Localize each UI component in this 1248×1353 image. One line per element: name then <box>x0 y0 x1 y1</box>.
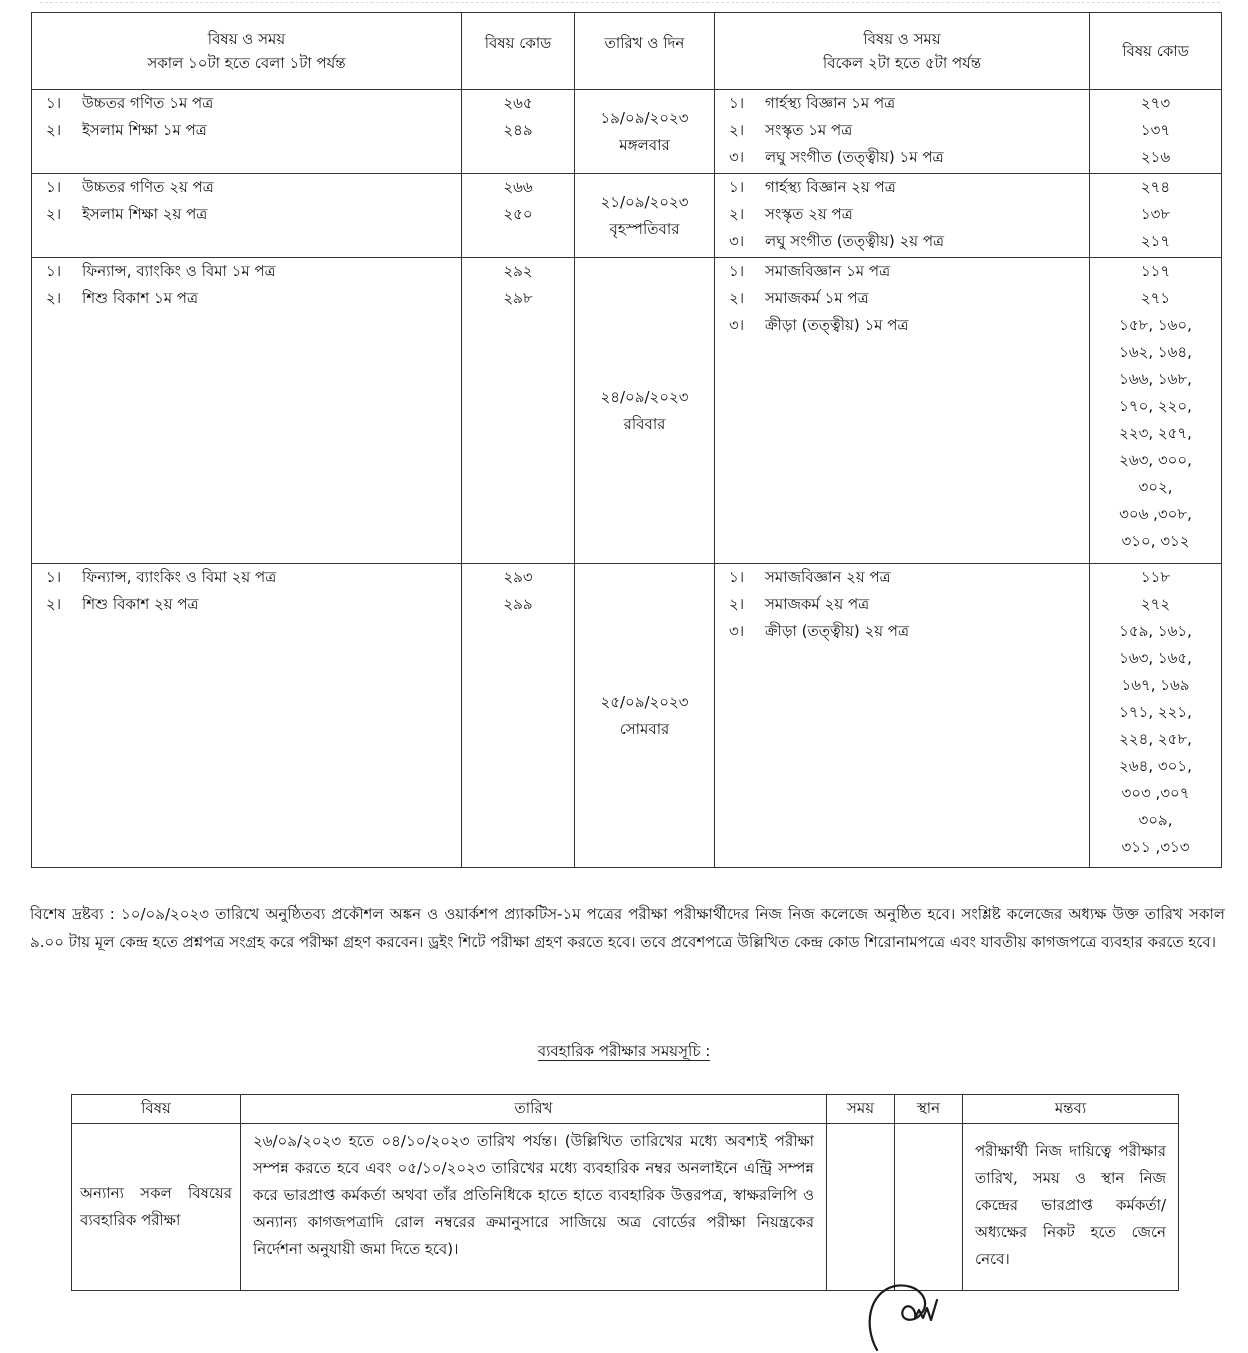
subject-code: ২৯২ <box>503 262 533 280</box>
subject-code: ২৬৫ <box>503 94 533 112</box>
subject-line <box>715 174 1089 201</box>
header-time: সকাল ১০টা হতে বেলা ১টা পর্যন্ত <box>147 54 346 72</box>
afternoon-codes-cell <box>1090 90 1222 174</box>
subject-code: ১৬৬, ১৬৮, <box>1119 370 1192 388</box>
exam-date: ২৫/০৯/২০২৩ <box>600 692 689 711</box>
item-number: ১। <box>46 94 62 112</box>
afternoon-subjects-cell <box>715 174 1090 258</box>
subject-code: ২২৪, ২৫৮, <box>1119 730 1192 748</box>
subject-code: ৩০৩ ,৩০৭ <box>1121 784 1190 802</box>
subject-line <box>715 312 1089 339</box>
morning-subjects-cell <box>32 90 462 174</box>
subject-code: ১৬২, ১৬৪, <box>1119 343 1192 361</box>
morning-codes-cell <box>462 564 575 868</box>
item-number: ২। <box>46 595 62 613</box>
afternoon-code-header: বিষয় কোড <box>1090 13 1222 90</box>
item-number: ৩। <box>729 622 745 640</box>
subject-code: ২৯৮ <box>503 289 533 307</box>
afternoon-subjects-cell <box>715 90 1090 174</box>
item-number: ৩। <box>729 316 745 334</box>
subject-code: ৩১০, ৩১২ <box>1121 532 1190 550</box>
subject-line <box>715 144 1089 171</box>
subject-line <box>715 90 1089 117</box>
morning-codes-cell <box>462 174 575 258</box>
subject-code: ৩০৯, <box>1138 811 1173 829</box>
exam-day: মঙ্গলবার <box>619 135 670 154</box>
header-label: বিষয় ও সময় <box>207 30 286 48</box>
morning-subjects-cell <box>32 564 462 868</box>
morning-subjects-cell <box>32 258 462 564</box>
subject-name: সমাজকর্ম ২য় পত্র <box>765 595 870 613</box>
afternoon-subject-header <box>715 13 1090 90</box>
subject-code: ১৬৩, ১৬৫, <box>1119 649 1192 667</box>
afternoon-subjects-cell <box>715 564 1090 868</box>
subject-name: সমাজবিজ্ঞান ১ম পত্র <box>765 262 891 280</box>
subject-code: ২১৭ <box>1140 232 1171 250</box>
header-time: বিকেল ২টা হতে ৫টা পর্যন্ত <box>822 54 982 72</box>
subject-line <box>715 591 1089 618</box>
morning-codes-cell <box>462 90 575 174</box>
item-number: ২। <box>729 205 745 223</box>
subject-line <box>32 564 461 591</box>
subject-code: ২৬৩, ৩০০, <box>1119 451 1192 469</box>
exam-row <box>32 90 1222 174</box>
practical-title-text: ব্যবহারিক পরীক্ষার সময়সূচি : <box>537 1042 711 1060</box>
exam-row <box>32 174 1222 258</box>
item-number: ১। <box>729 94 745 112</box>
practical-date-cell: ২৬/০৯/২০২৩ হতে ০৪/১০/২০২৩ তারিখ পর্যন্ত। (উল্লিখিত তারিখের মধ্যে অবশ্যই পরীক্ষা সম্পন্ন করতে হবে এবং ০৫/১০/২০২৩ তারিখের মধ্যে ব্যবহারিক নম্বর অনলাইনে এন্ট্রি সম্পন্ন করে ভারপ্রাপ্ত কর্মকর্তা অথবা তাঁর প্রতিনিধিকে হাতে হাতে ব্যবহারিক উত্তরপত্র, স্বাক্ষরলিপি ও অন্যান্য কাগজপত্রাদি রোল নম্বরের ক্রমানুসারে সাজিয়ে অত্র বোর্ডের পরীক্ষা নিয়ন্ত্রকের নির্দেশনা অনুযায়ী জমা দিতে হবে)। <box>241 1124 827 1291</box>
item-number: ১। <box>729 178 745 196</box>
date-day-header: তারিখ ও দিন <box>575 13 715 90</box>
item-number: ১। <box>46 568 62 586</box>
exam-table-body <box>32 90 1222 868</box>
subject-name: ক্রীড়া (তত্ত্বীয়) ১ম পত্র <box>765 316 909 334</box>
subject-code: ২৭৩ <box>1140 94 1171 112</box>
practical-subject-header: বিষয় <box>72 1095 241 1124</box>
page-top-edge <box>40 2 1220 3</box>
practical-date-header: তারিখ <box>241 1095 827 1124</box>
special-note: বিশেষ দ্রষ্টব্য : ১০/০৯/২০২৩ তারিখে অনুষ্ঠিতব্য প্রকৌশল অঙ্কন ও ওয়ার্কশপ প্র্যাকটিস-১ম পত্রের পরীক্ষা পরীক্ষার্থীদের নিজ নিজ কলেজে অনুষ্ঠিত হবে। সংশ্লিষ্ট কলেজের অধ্যক্ষ উক্ত তারিখ সকাল ৯.০০ টায় মূল কেন্দ্র হতে প্রশ্নপত্র সংগ্রহ করে পরীক্ষা গ্রহণ করবেন। ড্রইং শিটে পরীক্ষা গ্রহণ করতে হবে। তবে প্রবেশপত্রে উল্লিখিত কেন্দ্র কোড শিরোনামপত্রে এবং যাবতীয় কাগজপত্রে ব্যবহার করতে হবে। <box>30 905 1225 951</box>
morning-code-header: বিষয় কোড <box>462 13 575 90</box>
subject-name: উচ্চতর গণিত ১ম পত্র <box>82 94 214 112</box>
practical-remarks-header: মন্তব্য <box>963 1095 1179 1124</box>
subject-line <box>715 228 1089 255</box>
subject-code: ২৭১ <box>1140 289 1171 307</box>
subject-name: লঘু সংগীত (তত্ত্বীয়) ২য় পত্র <box>765 232 945 250</box>
subject-code: ৩০৬ ,৩০৮, <box>1119 505 1192 523</box>
practical-place-header: স্থান <box>895 1095 963 1124</box>
afternoon-codes-cell <box>1090 258 1222 564</box>
subject-line <box>715 201 1089 228</box>
subject-code: ২৭২ <box>1140 595 1171 613</box>
item-number: ১। <box>729 568 745 586</box>
subject-code: ২৬৪, ৩০১, <box>1119 757 1192 775</box>
date-cell <box>575 564 715 868</box>
subject-line <box>32 258 461 285</box>
exam-row <box>32 564 1222 868</box>
subject-line <box>715 117 1089 144</box>
subject-code: ২১৬ <box>1140 148 1171 166</box>
date-cell <box>575 258 715 564</box>
subject-code: ১৭১, ২২১, <box>1119 703 1192 721</box>
signature-mark <box>855 1280 965 1353</box>
header-label: বিষয় ও সময় <box>863 30 941 48</box>
subject-code: ২৯৩ <box>503 568 533 586</box>
subject-name: ইসলাম শিক্ষা ১ম পত্র <box>82 121 207 139</box>
subject-name: ফিন্যান্স, ব্যাংকিং ও বিমা ২য় পত্র <box>82 568 277 586</box>
practical-row <box>72 1124 1179 1291</box>
subject-name: সমাজবিজ্ঞান ২য় পত্র <box>765 568 891 586</box>
item-number: ৩। <box>729 232 745 250</box>
table-header-row <box>32 13 1222 90</box>
exam-day: বৃহস্পতিবার <box>609 219 680 238</box>
subject-line <box>32 174 461 201</box>
subject-name: শিশু বিকাশ ২য় পত্র <box>82 595 199 613</box>
practical-remarks-cell: পরীক্ষার্থী নিজ দায়িত্বে পরীক্ষার তারিখ, সময় ও স্থান নিজ কেন্দ্রের ভারপ্রাপ্ত কর্মকর্তা/অধ্যক্ষের নিকট হতে জেনে নেবে। <box>963 1124 1179 1291</box>
practical-subject-cell: অন্যান্য সকল বিষয়ের ব্যবহারিক পরীক্ষা <box>72 1124 241 1291</box>
item-number: ১। <box>729 262 745 280</box>
subject-name: শিশু বিকাশ ১ম পত্র <box>82 289 199 307</box>
subject-line <box>715 618 1089 645</box>
item-number: ২। <box>729 595 745 613</box>
afternoon-codes-cell <box>1090 174 1222 258</box>
subject-name: গার্হস্থ্য বিজ্ঞান ১ম পত্র <box>765 94 896 112</box>
item-number: ২। <box>729 121 745 139</box>
subject-name: লঘু সংগীত (তত্ত্বীয়) ১ম পত্র <box>765 148 944 166</box>
practical-schedule-table <box>71 1094 1179 1291</box>
subject-code: ৩১১ ,৩১৩ <box>1121 838 1190 856</box>
subject-line <box>32 117 461 144</box>
subject-code: ২৭৪ <box>1140 178 1171 196</box>
subject-code: ২৬৬ <box>503 178 533 196</box>
subject-code: ১৭০, ২২০, <box>1119 397 1192 415</box>
morning-subject-header <box>32 13 462 90</box>
subject-name: ইসলাম শিক্ষা ২য় পত্র <box>82 205 208 223</box>
subject-name: উচ্চতর গণিত ২য় পত্র <box>82 178 214 196</box>
subject-name: ফিন্যান্স, ব্যাংকিং ও বিমা ১ম পত্র <box>82 262 276 280</box>
subject-name: ক্রীড়া (তত্ত্বীয়) ২য় পত্র <box>765 622 909 640</box>
afternoon-subjects-cell <box>715 258 1090 564</box>
item-number: ২। <box>46 121 62 139</box>
item-number: ২। <box>46 205 62 223</box>
subject-code: ১৩৮ <box>1140 205 1171 223</box>
subject-code: ১৩৭ <box>1140 121 1171 139</box>
subject-line <box>32 591 461 618</box>
subject-line <box>32 90 461 117</box>
subject-line <box>32 201 461 228</box>
subject-code: ২৯৯ <box>503 595 533 613</box>
practical-schedule-title <box>0 1040 1248 1065</box>
item-number: ১। <box>46 178 62 196</box>
practical-header-row <box>72 1095 1179 1124</box>
subject-line <box>32 285 461 312</box>
item-number: ৩। <box>729 148 745 166</box>
subject-code: ২৪৯ <box>503 121 533 139</box>
exam-date: ১৯/০৯/২০২৩ <box>600 108 689 127</box>
subject-code: ১১৮ <box>1140 568 1171 586</box>
afternoon-codes-cell <box>1090 564 1222 868</box>
subject-code: ২২৩, ২৫৭, <box>1119 424 1192 442</box>
exam-day: সোমবার <box>619 719 670 738</box>
subject-name: সংস্কৃত ২য় পত্র <box>765 205 853 223</box>
subject-code: ৩০২, <box>1138 478 1173 496</box>
item-number: ১। <box>46 262 62 280</box>
exam-row <box>32 258 1222 564</box>
subject-code: ১৫৮, ১৬০, <box>1119 316 1192 334</box>
subject-code: ২৫০ <box>503 205 533 223</box>
subject-name: সমাজকর্ম ১ম পত্র <box>765 289 869 307</box>
subject-name: সংস্কৃত ১ম পত্র <box>765 121 853 139</box>
subject-name: গার্হস্থ্য বিজ্ঞান ২য় পত্র <box>765 178 896 196</box>
subject-line <box>715 258 1089 285</box>
morning-codes-cell <box>462 258 575 564</box>
subject-code: ১৫৯, ১৬১, <box>1119 622 1192 640</box>
exam-schedule-table <box>31 12 1222 868</box>
subject-line <box>715 564 1089 591</box>
exam-date: ২১/০৯/২০২৩ <box>600 192 689 211</box>
item-number: ২। <box>729 289 745 307</box>
exam-date: ২৪/০৯/২০২৩ <box>600 387 689 406</box>
date-cell <box>575 90 715 174</box>
date-cell <box>575 174 715 258</box>
practical-time-header: সময় <box>827 1095 895 1124</box>
subject-code: ১৬৭, ১৬৯ <box>1121 676 1190 694</box>
practical-place-cell <box>895 1124 963 1291</box>
subject-line <box>715 285 1089 312</box>
practical-time-cell <box>827 1124 895 1291</box>
exam-day: রবিবার <box>623 414 666 433</box>
morning-subjects-cell <box>32 174 462 258</box>
item-number: ২। <box>46 289 62 307</box>
subject-code: ১১৭ <box>1140 262 1171 280</box>
